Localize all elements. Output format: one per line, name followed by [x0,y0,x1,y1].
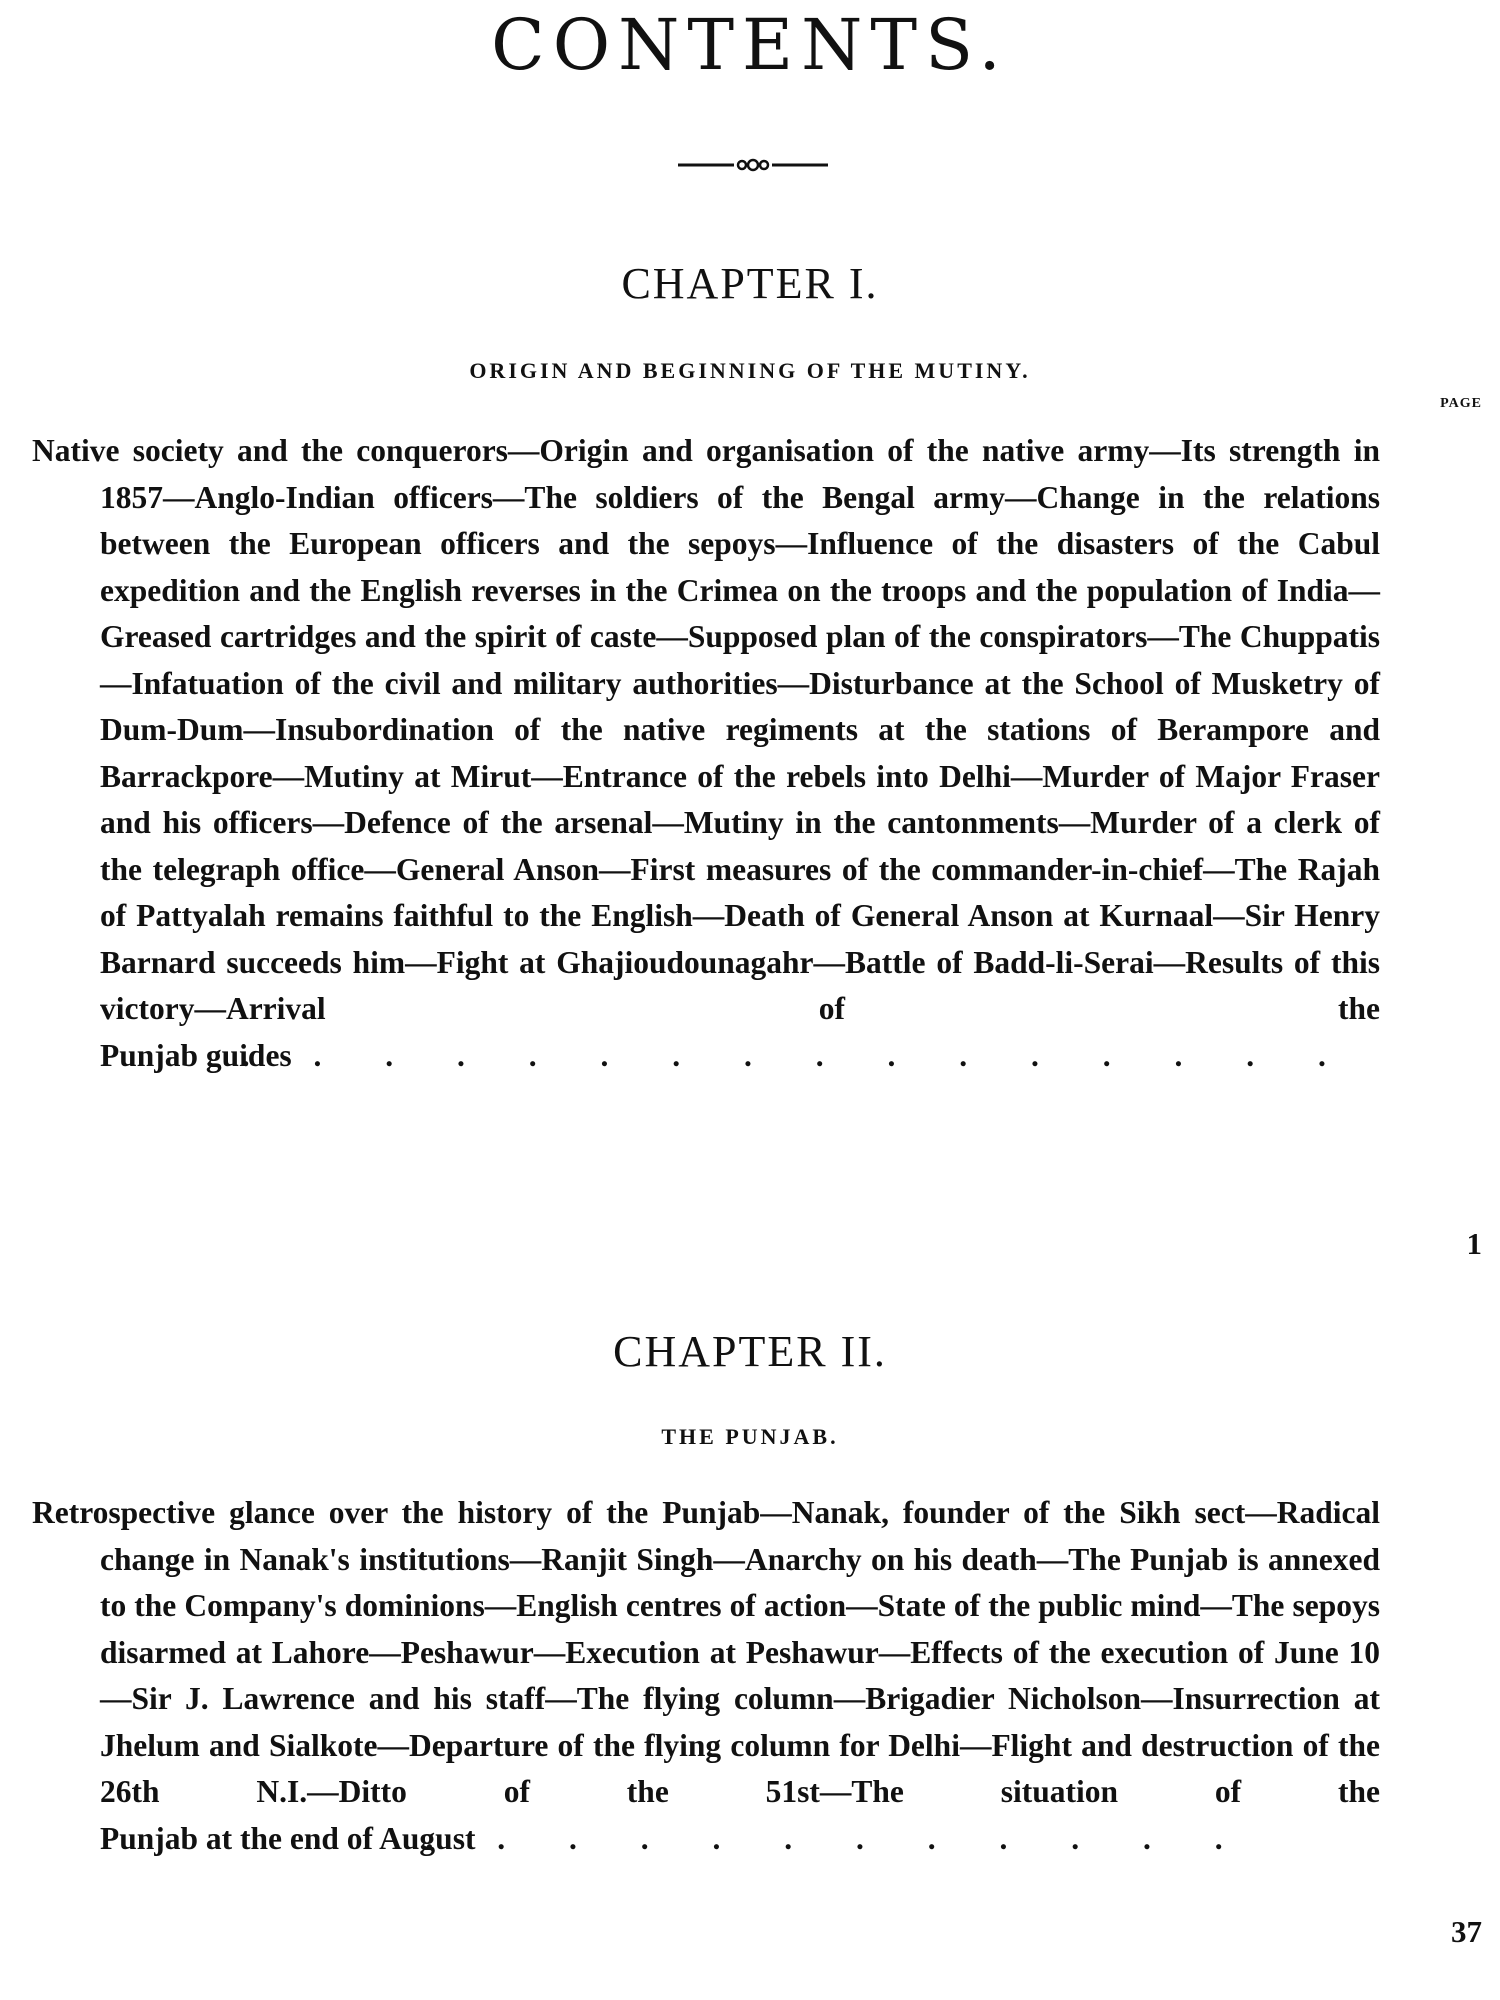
chapter-1-number: CHAPTER I. [621,259,879,308]
chapter-2-title: THE PUNJAB. [661,1424,839,1449]
dot-leaders: . . . . . . . . . . . . . . . . [241,1037,1354,1073]
chapter-2-summary-text: Retrospective glance over the history of the Punjab—Nanak, founder of the Sikh sect—Radical change in Nanak's institutions—Ranjit Singh—Anarchy on his death—The Punjab is annexed to the Company's dominions—English centres of action—State of the public mind—The sepoys disarmed at Lahore—Peshawur—Execution at Peshawur—Effects of the execution of June 10—Sir J. Lawrence and his staff—The flying column—Brigadier Nicholson—Insurrection at Jhelum and Sialkote—Departure of the flying column for Delhi—Flight and destruction of the 26th N.I.—Ditto of the 51st—The situation of the [32,1495,1380,1809]
ornament-divider [678,150,828,180]
contents-heading: CONTENTS. [491,4,1009,86]
chapter-1-title: ORIGIN AND BEGINNING OF THE MUTINY. [469,358,1031,383]
page-column-label: PAGE [1440,396,1482,411]
chapter-1-page-number: 1 [1466,1226,1482,1261]
chapter-1-summary-text: Native society and the conquerors—Origin and organisation of the native army—Its strength in 1857—Anglo-Indian officers—The soldiers of the Bengal army—Change in the relations between the European officers and the sepoys—Influence of the disasters of the Cabul expedition and the English reverses in the Crimea on the troops and the population of India—Greased cartridges and the spirit of caste—Supposed plan of the conspirators—The Chuppatis—Infatuation of the civil and military authorities—Disturbance at the School of Musketry of Dum-Dum—Insubordination of the native regiments at the stations of Berampore and Barrackpore—Mutiny at Mirut—Entrance of the rebels into Delhi—Murder of Major Fraser and his officers—Defence of the arsenal—Mutiny in the cantonments—Murder of a clerk of the telegraph office—General Anson—First measures of the commander-in-chief—The Rajah of Pattyalah remains faithful to the English—Death of General Anson at Kurnaal—Sir Henry Barnard succeeds him—Fight at Ghajioudounagahr—Battle of Badd-li-Serai—Results of this victory—Arrival of the [32,433,1380,1026]
chapter-1-summary-end: Punjab guides [100,1037,292,1073]
dot-leaders: . . . . . . . . . . . . [425,1820,1251,1856]
chapter-2-summary-end: Punjab at the end of August [100,1820,476,1856]
chapter-1-summary [32,428,1380,1079]
chapter-2-page-number: 37 [1451,1914,1482,1949]
chapter-2-number: CHAPTER II. [613,1327,887,1376]
chapter-2-summary [32,1490,1380,1862]
